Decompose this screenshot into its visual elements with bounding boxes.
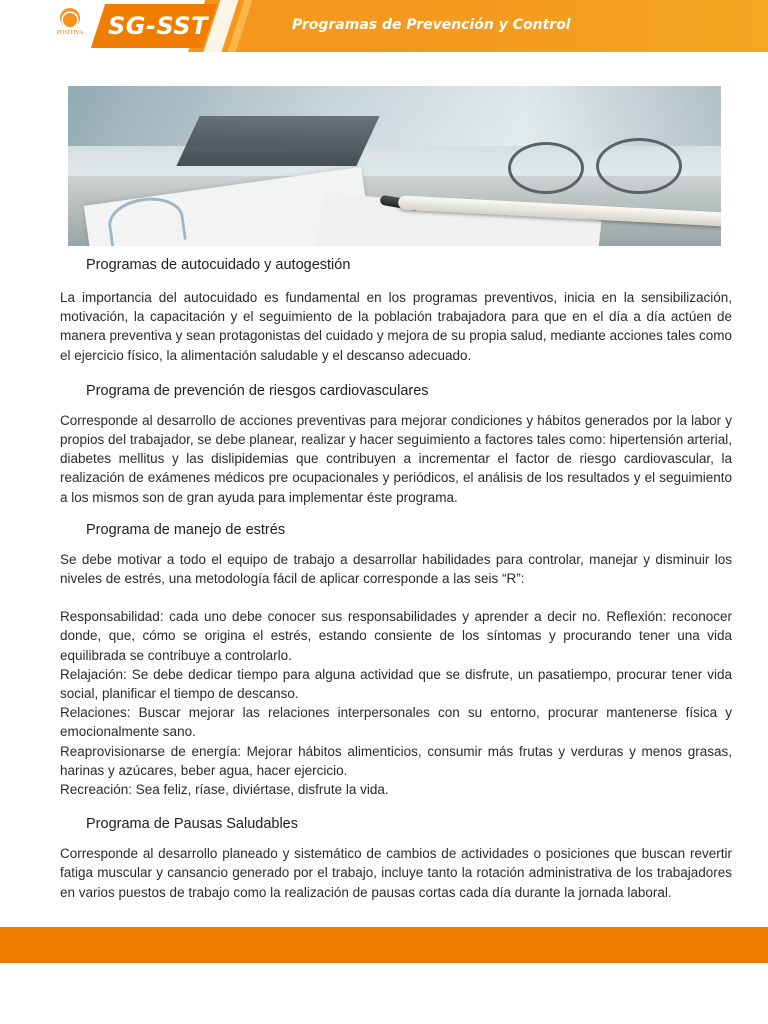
section-autocuidado (60, 255, 732, 365)
logo-text: POSITIVA (56, 30, 84, 36)
photo-laptop (176, 116, 379, 166)
section-estres (60, 520, 732, 799)
section-cardiovascular (60, 381, 732, 507)
list-item: Relaciones: Buscar mejorar las relaciones interpersonales con su entorno, procurar mantenerse física y emocionalmente sano. (60, 705, 732, 740)
header-photo (68, 86, 721, 246)
glasses-lens-icon (596, 138, 682, 194)
header-title: Programas de Prevención y Control (292, 17, 571, 33)
footer-bar (0, 927, 768, 963)
positiva-logo (50, 8, 90, 48)
brand-title: SG-SST (108, 12, 209, 40)
list-item: Relajación: Se debe dedicar tiempo para alguna actividad que se disfrute, un pasatiempo, procurar tener vida social, planificar el tiempo de descanso. (60, 666, 732, 702)
list-item: Recreación: Sea feliz, ríase, diviértase, disfrute la vida. (60, 782, 389, 798)
list-item: Responsabilidad: cada uno debe conocer sus responsabilidades y aprender a decir no. Reflexión: reconocer donde, que, cómo se origina el estrés, estando consiente de los síntomas y procurando tener una vida equilibrada se contribuye a controlarlo. (60, 609, 732, 663)
photo-window (68, 86, 721, 146)
page-header (0, 0, 768, 52)
section-heading: Programa de prevención de riesgos cardiovasculares (86, 382, 429, 399)
section-paragraph: La importancia del autocuidado es fundamental en los programas preventivos, inicia en la sensibilización, motivación, la capacitación y el seguimiento de la población trabajadora para que en el día a día actúen de manera preventiva y sean protagonistas del cuidado y mejora de su propia salud, mediante acciones tales como el ejercicio físico, la alimentación saludable y el descanso adecuado. (60, 290, 732, 363)
section-paragraph: Corresponde al desarrollo planeado y sistemático de cambios de actividades o posiciones que buscan revertir fatiga muscular y cansancio generado por el trabajo, incluye tanto la rotación administrativa de los trabajadores en varios puestos de trabajo como la realización de pausas cortas cada día durante la jornada laboral. (60, 846, 732, 900)
glasses-lens-icon (508, 142, 584, 194)
section-heading: Programa de manejo de estrés (86, 521, 286, 538)
section-intro: Se debe motivar a todo el equipo de trabajo a desarrollar habilidades para controlar, manejar y disminuir los niveles de estrés, una metodología fácil de aplicar corresponde a las seis “R”: (60, 551, 732, 587)
section-heading: Programas de autocuidado y autogestión (86, 257, 351, 273)
logo-mark-icon (60, 8, 80, 28)
document-body (60, 255, 732, 902)
section-heading: Programa de Pausas Saludables (86, 816, 298, 833)
list-item: Reaprovisionarse de energía: Mejorar hábitos alimenticios, consumir más frutas y verduras y menos grasas, harinas y azúcares, beber agua, hacer ejercicio. (60, 743, 732, 778)
section-paragraph: Corresponde al desarrollo de acciones preventivas para mejorar condiciones y hábitos generados por la labor y propios del trabajador, se debe planear, realizar y hacer seguimiento a factores tales como: hipertensión arterial, diabetes mellitus y las dislipidemias que contribuyen a incrementar el factor de riesgo cardiovascular, la realización de exámenes médicos pre ocupacionales y periódicos, el análisis de los resultados y el seguimiento a los mismos son de gran ayuda para implementar éste programa. (60, 412, 732, 505)
section-pausas (60, 814, 732, 902)
